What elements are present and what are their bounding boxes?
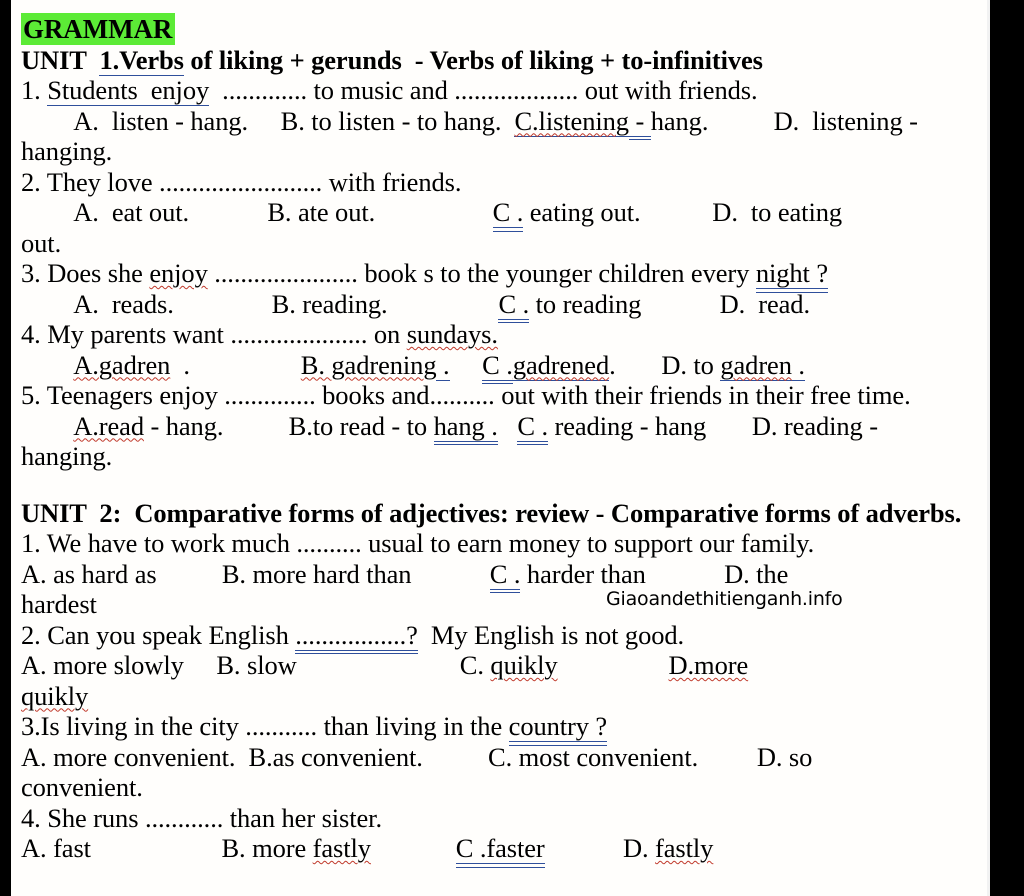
u2q3-stem-country: country ? <box>508 711 608 741</box>
q5-option-d: D. reading - <box>706 410 878 441</box>
q4-option-b: B. gadrening <box>300 349 437 380</box>
question-number: 5. <box>21 380 47 410</box>
u2q4-options-ab-pre: A. fast B. more <box>21 833 313 863</box>
u2q1-option-c-rest: harder than <box>520 558 646 589</box>
unit1-q3-options <box>21 289 987 320</box>
unit1-q1-options <box>21 106 987 137</box>
u2q4-option-d-pre: D. <box>544 833 656 863</box>
unit1-q2-wrap: out. <box>21 227 62 258</box>
q2-option-d: D. to eating <box>640 197 843 227</box>
u2q2-option-d: D.more <box>668 650 749 680</box>
unit1-q2-options <box>21 197 987 228</box>
q2-option-c-rest: eating out. <box>523 197 641 227</box>
q1-option-c-dash: - <box>628 105 651 136</box>
unit1-q4-stem <box>21 319 987 350</box>
unit2-q4-options <box>21 833 987 864</box>
question-number: 3. <box>21 258 48 288</box>
u2q2-stem-b: My English is not good. <box>417 619 685 650</box>
unit2-q1-stem: 1. We have to work much .......... usual to earn money to support our family. <box>21 528 815 558</box>
grammar-title-line <box>21 14 987 45</box>
q4-option-d-dot: . <box>791 349 805 380</box>
u2q4-option-c-pre <box>371 833 456 863</box>
unit2-q4-stem: 4. She runs ............ than her sister. <box>21 802 382 833</box>
unit2-heading: UNIT 2: Comparative forms of adjectives: review - Comparative forms of adverbs. <box>21 497 962 528</box>
unit1-heading <box>21 45 987 76</box>
q4-stem-sundays: sundays. <box>406 319 498 349</box>
u2q2-option-c-pre: C. <box>459 650 491 680</box>
document-body <box>11 0 987 896</box>
q2-stem-rest: They love ......................... with friends. <box>46 166 462 197</box>
q3-option-c-rest: to reading <box>529 288 642 319</box>
unit1-q2-stem <box>21 167 987 198</box>
unit2-q2-options <box>21 650 987 681</box>
unit2-q1-options <box>21 559 987 590</box>
q3-stem-night: night ? <box>755 258 828 288</box>
unit1-q1-wrap: hanging. <box>21 136 113 166</box>
q4-stem-a: My parents want ..................... on <box>47 319 407 349</box>
question-number: 4. <box>21 319 48 349</box>
question-number: 2. <box>21 166 47 197</box>
q1-option-c-mark: C.listening <box>514 105 629 136</box>
q3-options-ab: A. reads. B. reading. <box>21 288 499 319</box>
unit1-q4-options <box>21 350 987 381</box>
u2q1-option-d: D. the <box>645 558 789 589</box>
unit2-q2-stem <box>21 620 987 651</box>
scan-edge-bar-left <box>0 0 11 896</box>
q4-option-a: A.gadren <box>73 349 171 380</box>
q5-option-b-pre: B.to read - to <box>288 410 434 441</box>
q3-stem-a: Does she <box>47 258 150 288</box>
q5-option-a: A.read <box>73 410 144 441</box>
q1-option-d: D. listening - <box>708 105 918 136</box>
u2q4-option-b: fastly <box>312 833 371 863</box>
unit2-q2-wrap <box>21 681 987 712</box>
q3-option-c-mark: C . <box>498 288 530 319</box>
q2-option-c-mark: C . <box>492 197 524 227</box>
unit1-q5-wrap: hanging. <box>21 441 113 471</box>
unit2-q3-options: A. more convenient. B.as convenient. C. most convenient. D. so <box>21 741 813 772</box>
q3-stem-b: ...................... book s to the younger children every <box>207 258 756 288</box>
q4-option-a-rest: . <box>170 349 301 380</box>
unit1-q5-stem <box>21 380 987 411</box>
q3-option-d: D. read. <box>641 288 810 319</box>
u2q3-stem-a: 3.Is living in the city ........... than living in the <box>21 711 509 741</box>
scan-edge-bar-right <box>990 0 1024 896</box>
q5-option-b: hang . <box>433 410 498 441</box>
q1-stem-rest: ............. to music and ................... out with friends. <box>209 75 758 105</box>
u2q1-options-ab: A. as hard as B. more hard than <box>21 558 490 589</box>
section-spacer <box>21 472 987 498</box>
watermark-row <box>21 587 987 620</box>
unit1-heading-rest: of liking + gerunds - Verbs of liking + to-infinitives <box>183 44 763 75</box>
q4-option-c-mark: C . <box>482 349 513 380</box>
u2q4-option-d: fastly <box>655 833 714 863</box>
unit1-heading-prefix: UNIT <box>21 44 100 75</box>
q1-stem-underlined: Students enjoy <box>47 75 210 105</box>
page-title: GRAMMAR <box>21 13 175 45</box>
q5-option-c-rest: reading - hang <box>547 410 707 441</box>
unit1-heading-underlined: 1.Verbs <box>99 44 184 75</box>
u2q2-options-ab: A. more slowly B. slow <box>21 650 460 680</box>
q3-stem-enjoy: enjoy <box>149 258 208 288</box>
q4-option-c-rest: gadrened <box>512 349 610 380</box>
watermark: Giaoandethitienganh.info <box>606 587 843 610</box>
unit1-q1-stem <box>21 75 987 106</box>
u2q2-stem-a: 2. Can you speak English <box>21 619 296 650</box>
unit2-q3-wrap: convenient. <box>21 772 143 802</box>
q5-option-a-rest: - hang. <box>143 410 289 441</box>
q4-option-b-dot: . <box>436 349 450 380</box>
q4-option-c-dot: . <box>609 349 616 380</box>
q4-option-d-pre: D. to <box>615 349 721 380</box>
u2q4-option-c-mark: C .faster <box>455 833 545 863</box>
u2q2-option-c: quikly <box>490 650 558 680</box>
unit1-q3-stem <box>21 258 987 289</box>
unit2-q3-stem <box>21 711 987 742</box>
u2q2-option-d-pre <box>558 650 669 680</box>
u2q1-option-c-mark: C . <box>489 558 521 589</box>
unit1-q5-options <box>21 411 987 442</box>
u2q1-wrap-text: hardest <box>21 589 97 619</box>
q1-options-ab: A. listen - hang. B. to listen - to hang. <box>21 105 515 136</box>
q2-options-ab: A. eat out. B. ate out. <box>21 197 493 227</box>
u2q2-stem-blank: .................? <box>295 619 418 650</box>
q4-option-d: gadren <box>720 349 792 380</box>
u2q2-wrap-text: quikly <box>21 680 89 711</box>
question-number: 1. <box>21 75 48 105</box>
q5-stem-rest: Teenagers enjoy .............. books and.......... out with their friends in their free time. <box>46 380 911 410</box>
q5-option-c-mark: C . <box>517 410 548 441</box>
q1-option-c-rest: hang. <box>650 105 709 136</box>
